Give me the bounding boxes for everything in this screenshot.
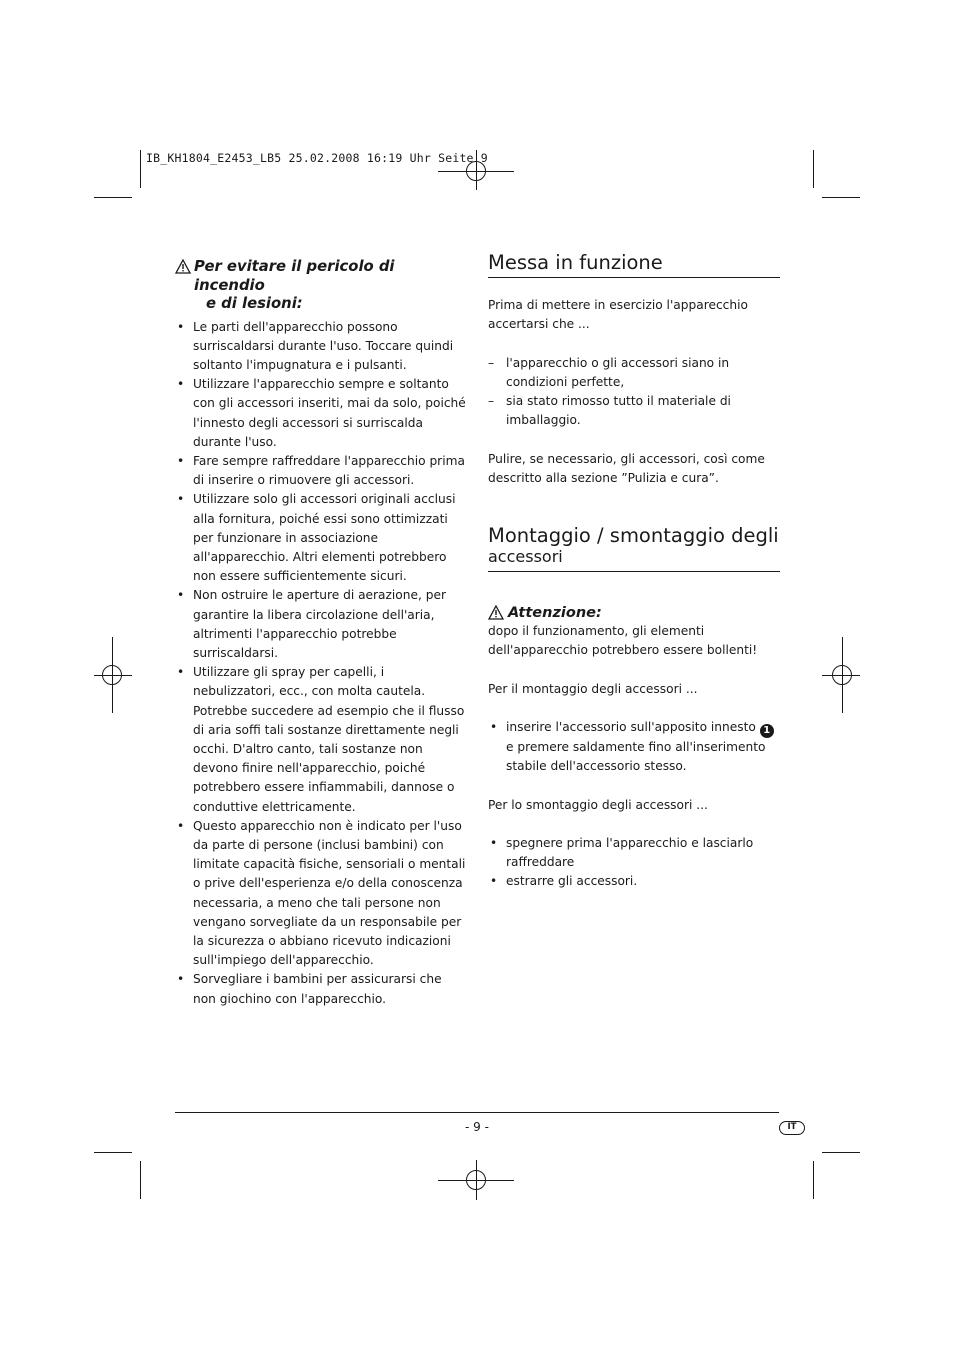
attention-heading bbox=[488, 604, 780, 622]
list-item: • Fare sempre raffreddare l'apparecchio prima di inserire o rimuovere gli accessori. bbox=[175, 452, 467, 490]
attention-text: dopo il funzionamento, gli elementi dell'apparecchio potrebbero essere bollenti! bbox=[488, 624, 758, 658]
list-item: • estrarre gli accessori. bbox=[488, 872, 780, 891]
setup-note: Pulire, se necessario, gli accessori, così come descritto alla sezione ”Pulizia e cura”. bbox=[488, 451, 765, 485]
list-item: • Utilizzare l'apparecchio sempre e soltanto con gli accessori inseriti, mai da solo, poiché l'innesto degli accessori si surriscalda durante l'uso. bbox=[175, 375, 467, 452]
list-item: – l'apparecchio o gli accessori siano in condizioni perfette, bbox=[488, 354, 780, 392]
setup-checklist bbox=[488, 354, 780, 431]
mount-steps bbox=[488, 718, 780, 776]
warning-triangle-icon bbox=[175, 259, 191, 274]
list-item: • Le parti dell'apparecchio possono surriscaldarsi durante l'uso. Toccare quindi soltanto l'impugnatura e i pulsanti. bbox=[175, 318, 467, 376]
list-item: • spegnere prima l'apparecchio e lasciarlo raffreddare bbox=[488, 834, 780, 872]
list-item: – sia stato rimosso tutto il materiale di imballaggio. bbox=[488, 392, 780, 430]
print-slug: IB_KH1804_E2453_LB5 25.02.2008 16:19 Uhr Seite 9 bbox=[146, 151, 488, 165]
left-column bbox=[175, 258, 467, 1009]
footer-rule bbox=[175, 1112, 779, 1113]
mounting-title-main: Montaggio / smontaggio degli bbox=[488, 524, 779, 547]
part-number-badge: 1 bbox=[760, 724, 774, 738]
unmount-intro: Per lo smontaggio degli accessori ... bbox=[488, 797, 708, 812]
warning-title-line2: e di lesioni: bbox=[206, 295, 303, 312]
attention-title: Attenzione: bbox=[508, 605, 602, 621]
list-item: • Non ostruire le aperture di aerazione, per garantire la libera circolazione dell'aria, altrimenti l'apparecchio potrebbe surriscaldarsi. bbox=[175, 586, 467, 663]
setup-intro: Prima di mettere in esercizio l'apparecchio accertarsi che ... bbox=[488, 298, 748, 332]
safety-list bbox=[175, 318, 467, 1009]
page-number: - 9 - bbox=[465, 1120, 489, 1134]
unmount-steps bbox=[488, 834, 780, 892]
mount-intro: Per il montaggio degli accessori ... bbox=[488, 681, 698, 696]
list-item: • Questo apparecchio non è indicato per l'uso da parte di persone (inclusi bambini) con limitate capacità fisiche, sensoriali o mentali o prive dell'esperienza e/o della conoscenza necessaria, a meno che tali persone non vengano sorvegliate da un responsabile per la sicurezza o abbiano ricevuto indicazioni sull'impiego dell'apparecchio. bbox=[175, 817, 467, 971]
section-title-mounting bbox=[488, 526, 780, 572]
list-item: • Utilizzare gli spray per capelli, i nebulizzatori, ecc., con molta cautela. Potrebbe succedere ad esempio che il flusso di aria soffi tali sostanze direttamente negli occhi. D'altro canto, tali sostanze non devono finire nell'apparecchio, poiché potrebbero essere infiammabili, dannose o conduttive elettricamente. bbox=[175, 663, 467, 817]
warning-heading bbox=[175, 258, 467, 314]
right-column bbox=[488, 253, 780, 892]
list-item: • inserire l'accessorio sull'apposito innesto 1 e premere saldamente fino all'inserimento stabile dell'accessorio stesso. bbox=[488, 718, 780, 776]
language-badge: IT bbox=[779, 1121, 805, 1135]
mounting-title-sub: accessori bbox=[488, 547, 563, 566]
warning-triangle-icon bbox=[488, 605, 504, 620]
list-item: • Sorvegliare i bambini per assicurarsi che non giochino con l'apparecchio. bbox=[175, 970, 467, 1008]
list-item: • Utilizzare solo gli accessori originali acclusi alla fornitura, poiché essi sono ottimizzati per funzionare in associazione all'apparecchio. Altri elementi potrebbero non essere sufficientemente sicuri. bbox=[175, 490, 467, 586]
section-title-setup: Messa in funzione bbox=[488, 253, 780, 278]
warning-title-line1: Per evitare il pericolo di incendio bbox=[194, 258, 395, 294]
